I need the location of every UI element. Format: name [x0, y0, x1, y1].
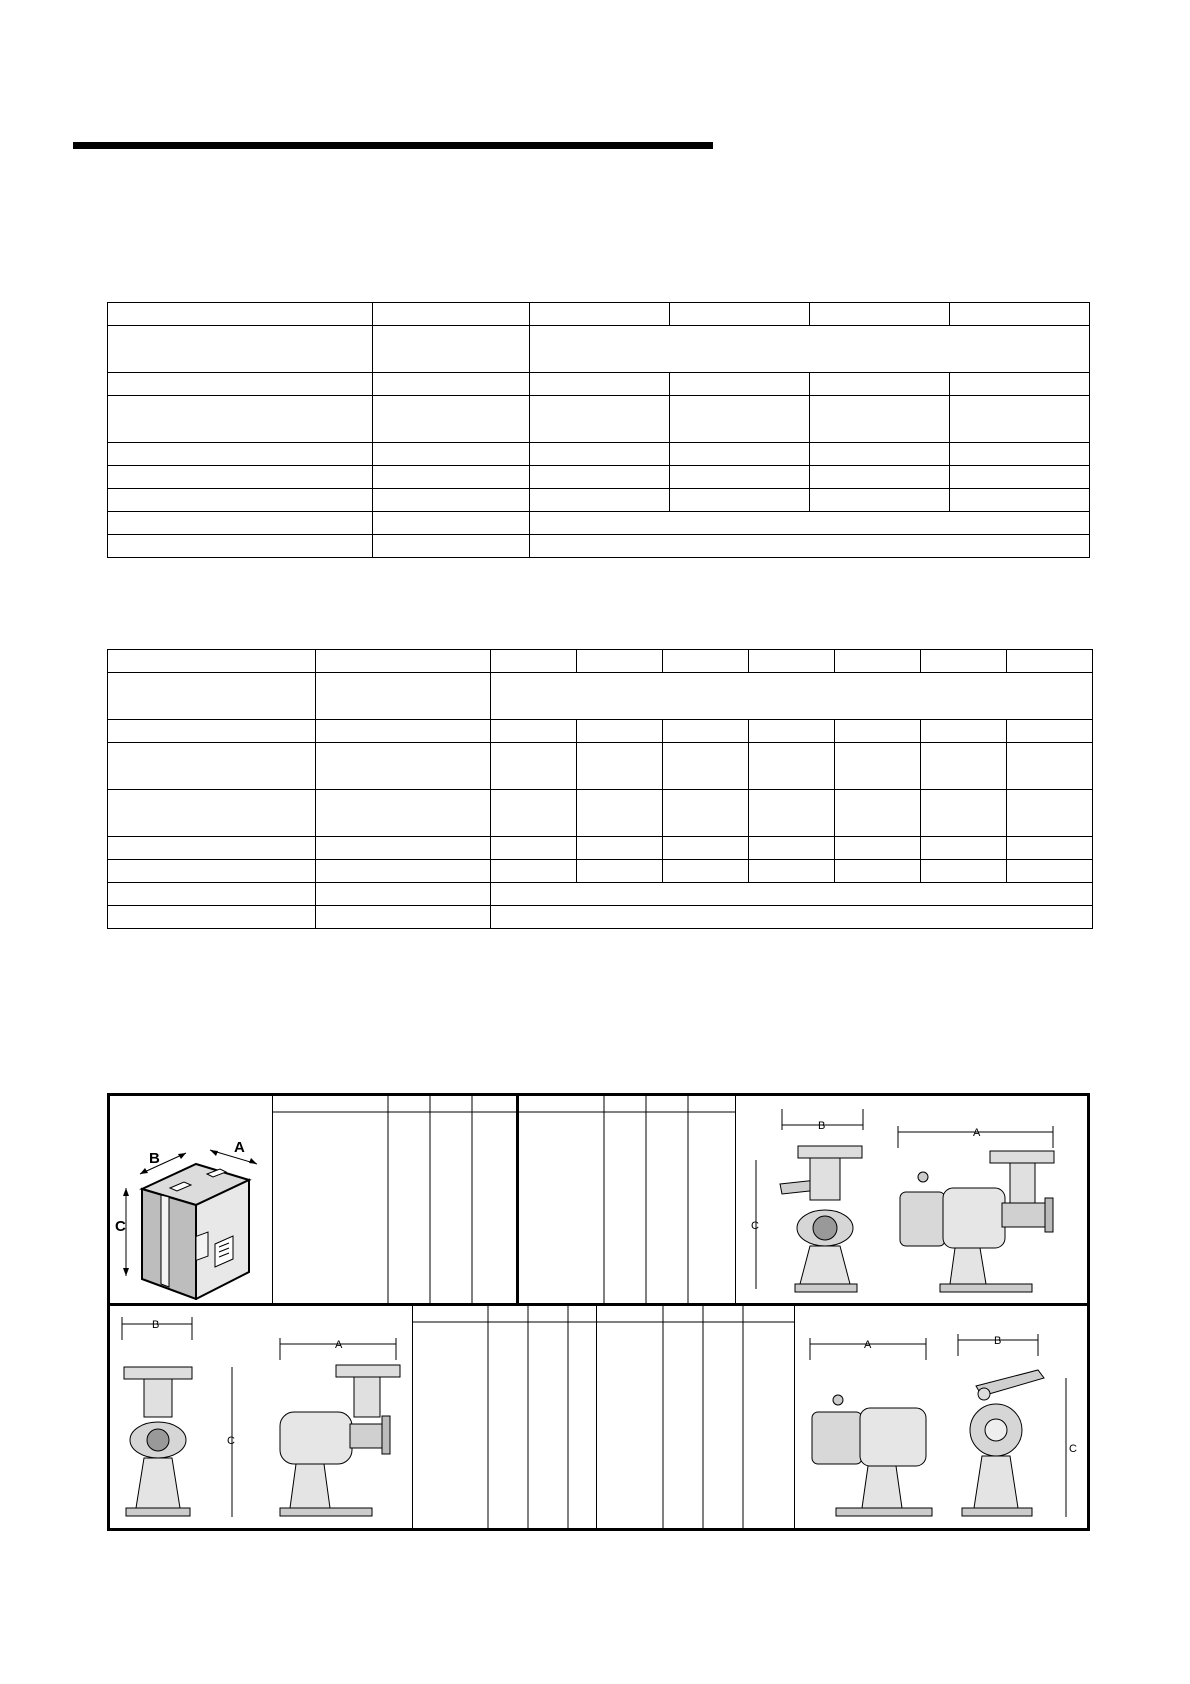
table-cell	[316, 650, 491, 673]
machine-1-label-b: B	[818, 1120, 826, 1132]
table-cell	[921, 837, 1007, 860]
dimensions-figure	[107, 1093, 1090, 1531]
table-cell	[950, 373, 1090, 396]
table-cell	[577, 860, 663, 883]
machine-2-label-a: A	[335, 1339, 343, 1351]
table-cell	[670, 466, 810, 489]
table-cell	[810, 489, 950, 512]
table-cell	[921, 790, 1007, 837]
table-row	[108, 790, 1093, 837]
machine-1-label-a: A	[973, 1127, 981, 1139]
machine-3-label-a: A	[864, 1339, 872, 1351]
machine-2-label-b: B	[152, 1319, 160, 1331]
table-cell	[530, 303, 670, 326]
spec-grid-top-right	[519, 1096, 736, 1303]
table-row	[108, 303, 1090, 326]
table-row	[108, 326, 1090, 373]
table-cell	[670, 396, 810, 443]
table-cell	[108, 837, 316, 860]
table-cell	[373, 326, 530, 373]
table-cell	[108, 512, 373, 535]
table-cell	[921, 743, 1007, 790]
table-cell	[921, 720, 1007, 743]
table-cell	[663, 720, 749, 743]
table-cell	[950, 489, 1090, 512]
table-cell	[530, 396, 670, 443]
table-cell	[108, 443, 373, 466]
table-cell	[663, 790, 749, 837]
table-cell	[491, 906, 1093, 929]
table-cell	[749, 650, 835, 673]
table-cell	[108, 326, 373, 373]
table-cell	[1007, 837, 1093, 860]
table-cell	[108, 489, 373, 512]
table-row	[108, 720, 1093, 743]
table-cell	[491, 720, 577, 743]
table-cell	[491, 790, 577, 837]
table-cell	[491, 650, 577, 673]
table-row	[108, 373, 1090, 396]
table-cell	[950, 303, 1090, 326]
table-cell	[316, 906, 491, 929]
table-cell	[663, 650, 749, 673]
table-row	[108, 906, 1093, 929]
table-cell	[108, 535, 373, 558]
table-row	[108, 489, 1090, 512]
table-cell	[1007, 650, 1093, 673]
table-cell	[670, 443, 810, 466]
table-cell	[1007, 743, 1093, 790]
table-cell	[950, 396, 1090, 443]
table-cell	[1007, 720, 1093, 743]
box-label-c: C	[115, 1218, 126, 1235]
table-cell	[108, 906, 316, 929]
table-cell	[577, 790, 663, 837]
table-cell	[316, 743, 491, 790]
table-cell	[950, 443, 1090, 466]
table-cell	[316, 883, 491, 906]
table-cell	[749, 860, 835, 883]
table-cell	[491, 837, 577, 860]
table-row	[108, 535, 1090, 558]
table-row	[108, 837, 1093, 860]
table-cell	[1007, 790, 1093, 837]
table-cell	[491, 673, 1093, 720]
spec-grid-top-left	[272, 1096, 517, 1303]
table-cell	[316, 837, 491, 860]
table-cell	[530, 512, 1090, 535]
table-cell	[749, 837, 835, 860]
machine-1-label-c: C	[751, 1220, 759, 1232]
table-cell	[670, 303, 810, 326]
table-cell	[835, 720, 921, 743]
table-cell	[921, 650, 1007, 673]
table-cell	[373, 373, 530, 396]
table-cell	[810, 373, 950, 396]
machine-3-label-b: B	[994, 1335, 1002, 1347]
table-cell	[530, 443, 670, 466]
table-cell	[530, 466, 670, 489]
table-cell	[108, 743, 316, 790]
heading-rule	[73, 142, 713, 149]
table-cell	[316, 720, 491, 743]
machine-drawing-bottom-left	[114, 1312, 410, 1530]
table-cell	[577, 837, 663, 860]
table-cell	[835, 650, 921, 673]
table-cell	[316, 673, 491, 720]
table-cell	[1007, 860, 1093, 883]
table-cell	[108, 650, 316, 673]
table-cell	[373, 535, 530, 558]
table-cell	[749, 720, 835, 743]
machine-3-label-c: C	[1069, 1443, 1077, 1455]
technical-data-table-1	[107, 302, 1090, 558]
table-cell	[491, 743, 577, 790]
table-cell	[810, 303, 950, 326]
machine-drawing-bottom-right	[798, 1312, 1088, 1530]
table-cell	[316, 860, 491, 883]
technical-data-table-2	[107, 649, 1093, 929]
table-cell	[373, 443, 530, 466]
table-cell	[491, 883, 1093, 906]
table-cell	[835, 837, 921, 860]
table-cell	[108, 673, 316, 720]
table-cell	[108, 790, 316, 837]
packaging-box-illustration	[112, 1116, 270, 1300]
table-cell	[810, 466, 950, 489]
table-row	[108, 860, 1093, 883]
spec-grid-bottom-left	[412, 1306, 597, 1531]
table-cell	[530, 326, 1090, 373]
table-row	[108, 883, 1093, 906]
table-cell	[577, 720, 663, 743]
table-cell	[663, 743, 749, 790]
table-cell	[373, 489, 530, 512]
table-cell	[663, 837, 749, 860]
machine-2-label-c: C	[227, 1435, 235, 1447]
table-cell	[810, 396, 950, 443]
table-cell	[670, 489, 810, 512]
table-cell	[530, 373, 670, 396]
table-cell	[835, 790, 921, 837]
table-cell	[835, 743, 921, 790]
machine-drawing-top-right	[740, 1106, 1085, 1301]
table-cell	[950, 466, 1090, 489]
table-cell	[316, 790, 491, 837]
table-cell	[530, 489, 670, 512]
table-cell	[373, 512, 530, 535]
table-cell	[108, 303, 373, 326]
table-row	[108, 673, 1093, 720]
table-cell	[108, 883, 316, 906]
table-cell	[373, 303, 530, 326]
table-row	[108, 743, 1093, 790]
table-cell	[108, 373, 373, 396]
table-cell	[108, 860, 316, 883]
table-row	[108, 443, 1090, 466]
box-label-b: B	[149, 1150, 160, 1167]
table-cell	[663, 860, 749, 883]
table-cell	[810, 443, 950, 466]
table-cell	[921, 860, 1007, 883]
table-cell	[491, 860, 577, 883]
box-label-a: A	[234, 1139, 245, 1156]
table-cell	[373, 466, 530, 489]
table-cell	[108, 720, 316, 743]
table-cell	[670, 373, 810, 396]
table-row	[108, 466, 1090, 489]
table-cell	[835, 860, 921, 883]
table-cell	[577, 743, 663, 790]
table-cell	[373, 396, 530, 443]
table-row	[108, 512, 1090, 535]
table-cell	[530, 535, 1090, 558]
table-row	[108, 396, 1090, 443]
table-cell	[749, 790, 835, 837]
table-cell	[749, 743, 835, 790]
table-cell	[577, 650, 663, 673]
table-cell	[108, 396, 373, 443]
table-row	[108, 650, 1093, 673]
spec-grid-bottom-right	[596, 1306, 795, 1531]
table-cell	[108, 466, 373, 489]
